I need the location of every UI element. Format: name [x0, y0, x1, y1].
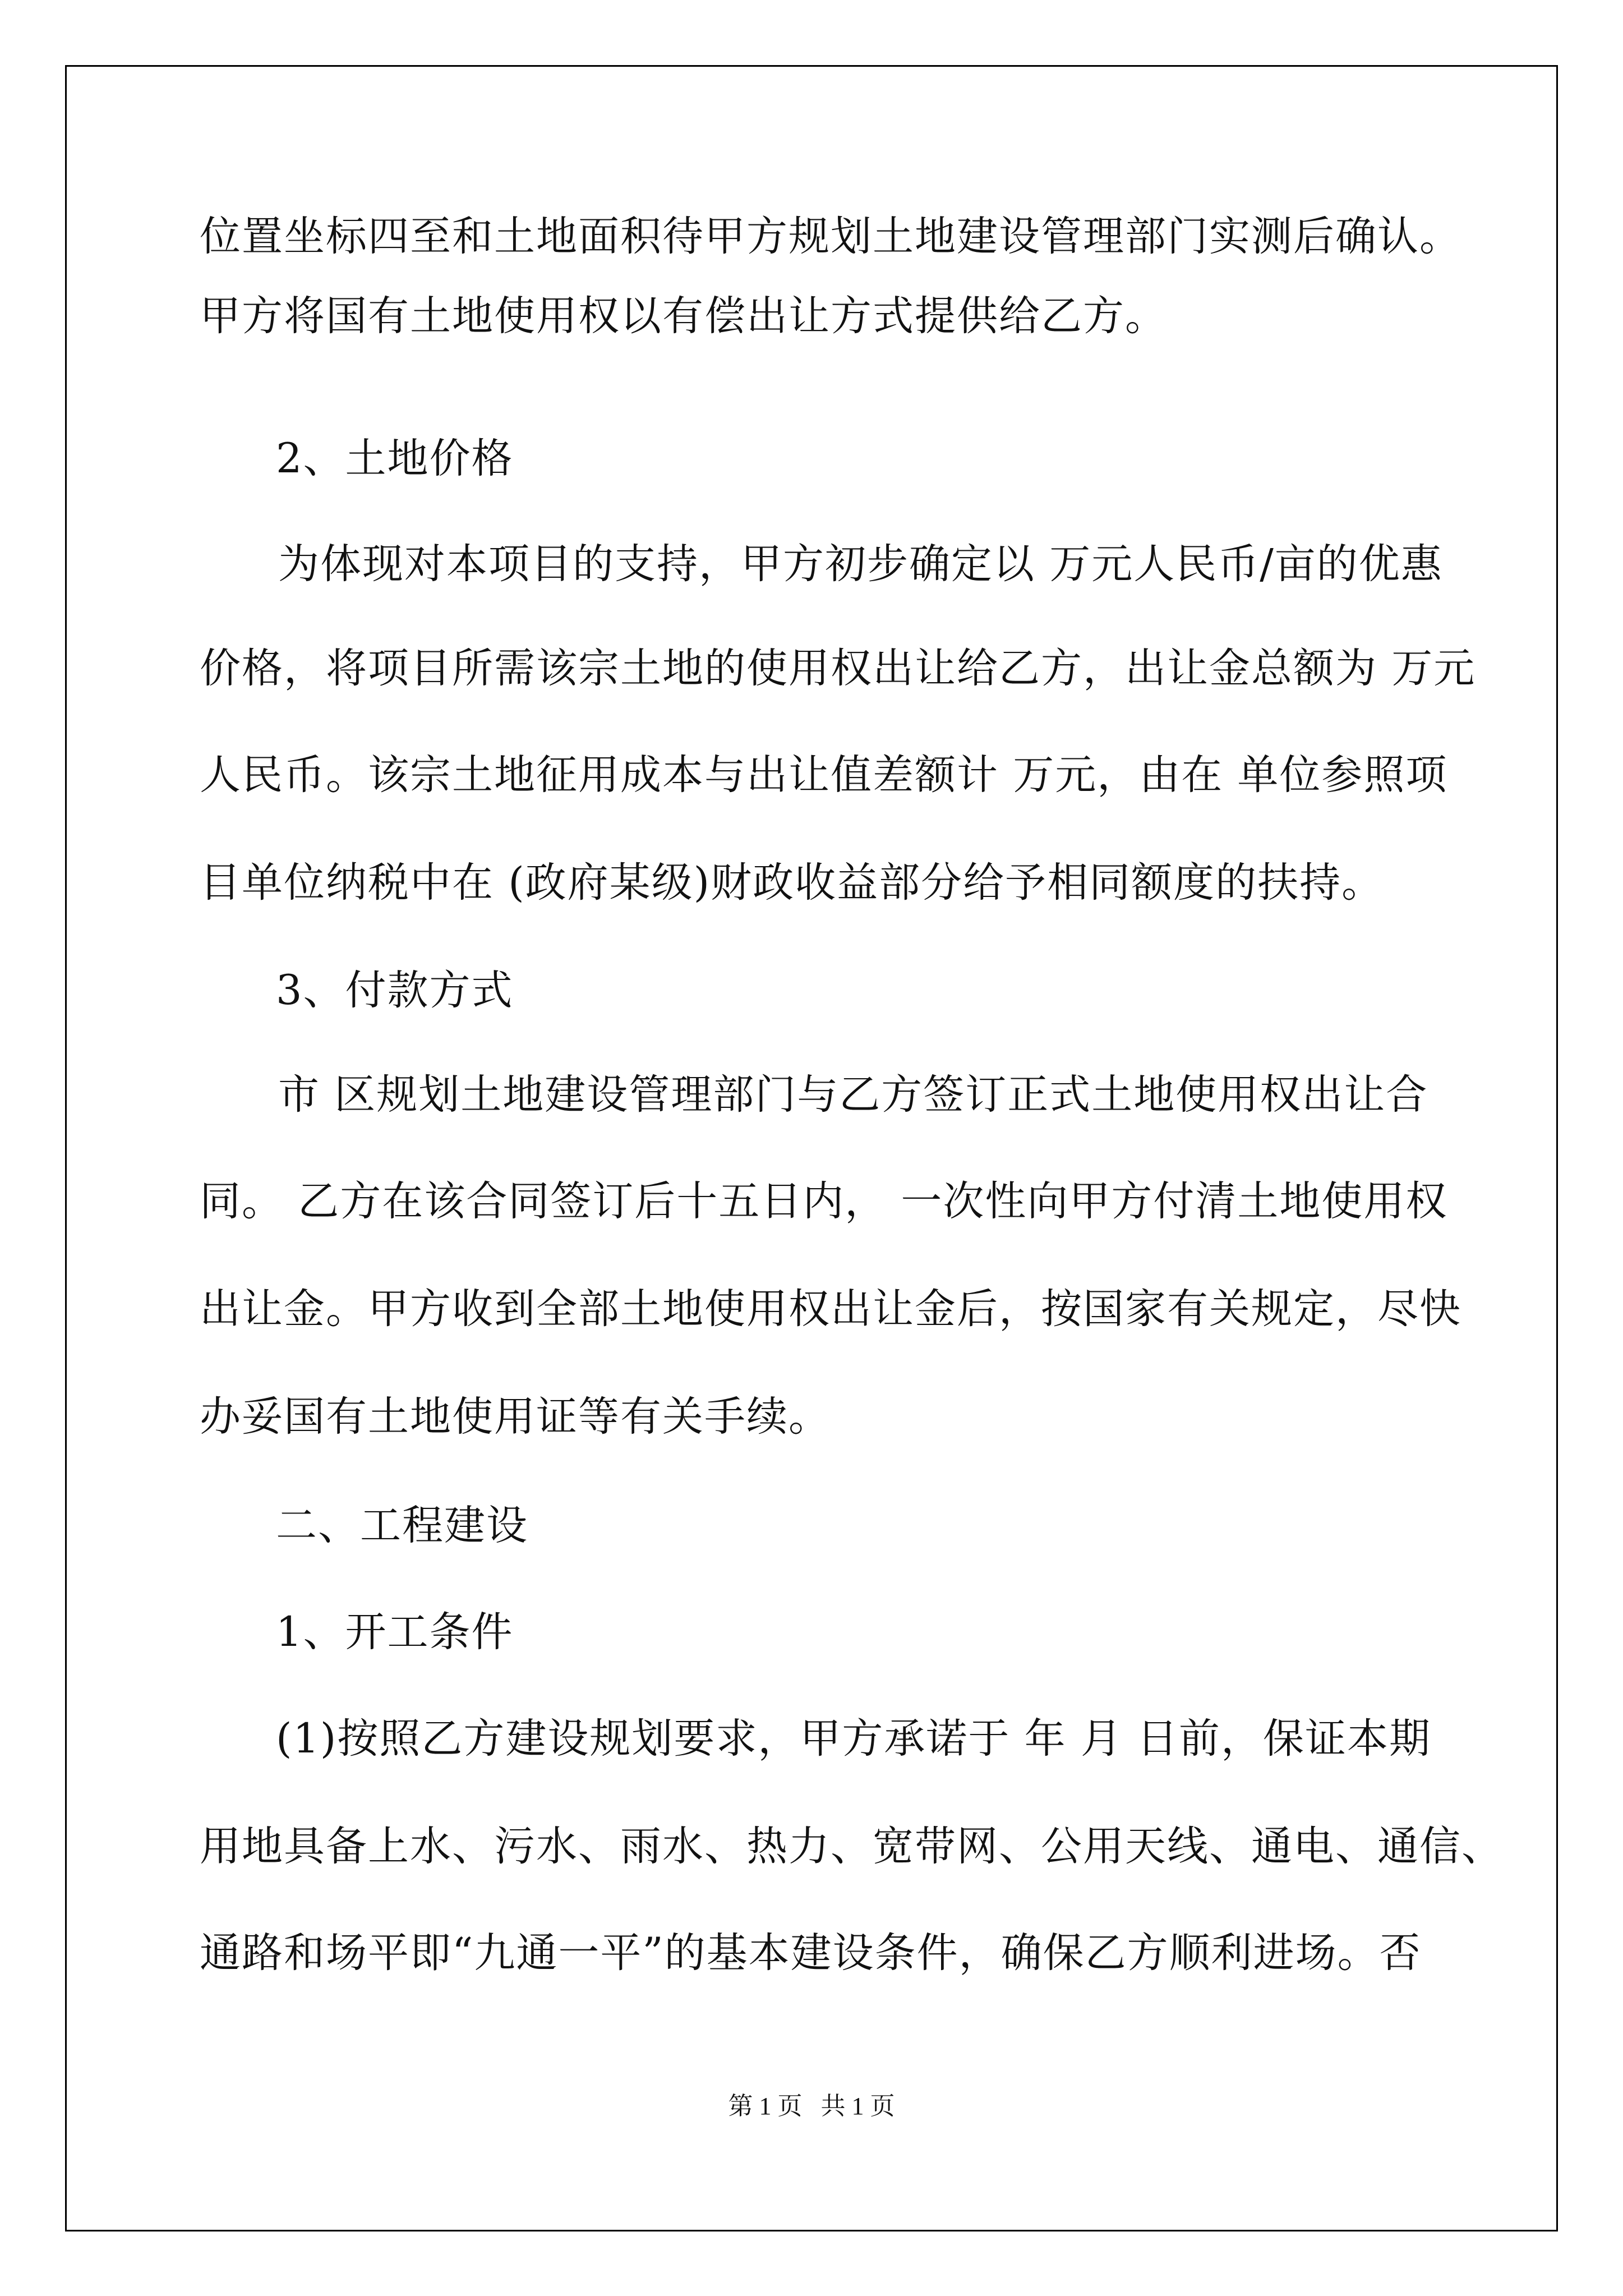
section-heading-start-conditions: 1、开工条件: [276, 1608, 514, 1656]
body-line-12: 办妥国有土地使用证等有关手续。: [200, 1393, 831, 1441]
body-line-2: 甲方将国有土地使用权以有偿出让方式提供给乙方。: [200, 292, 1167, 340]
body-line-7: 目单位纳税中在 (政府某级)财政收益部分给予相同额度的扶持。: [200, 859, 1384, 907]
section-heading-construction: 二、工程建设: [276, 1502, 528, 1549]
body-line-10: 同。 乙方在该合同签订后十五日内， 一次性向甲方付清土地使用权: [200, 1177, 1448, 1225]
body-line-11: 出让金。甲方收到全部土地使用权出让金后，按国家有关规定，尽快: [200, 1285, 1461, 1333]
page-border: [65, 65, 1558, 2231]
body-line-6: 人民币。该宗土地征用成本与出让值差额计 万元，由在 单位参照项: [200, 751, 1448, 799]
body-line-15: (1)按照乙方建设规划要求，甲方承诺于 年 月 日前，保证本期: [276, 1715, 1432, 1763]
section-heading-payment: 3、付款方式: [276, 967, 514, 1014]
page-footer: 第 1 页 共 1 页: [728, 2092, 895, 2120]
body-line-17: 通路和场平即“九通一平”的基本建设条件，确保乙方顺利进场。否: [200, 1929, 1422, 1977]
body-line-4: 为体现对本项目的支持，甲方初步确定以 万元人民币/亩的优惠: [278, 540, 1443, 588]
body-line-1: 位置坐标四至和土地面积待甲方规划土地建设管理部门实测后确认。: [200, 213, 1461, 260]
body-line-5: 价格，将项目所需该宗土地的使用权出让给乙方，出让金总额为 万元: [200, 645, 1476, 692]
body-line-16: 用地具备上水、污水、雨水、热力、宽带网、公用天线、通电、通信、: [200, 1823, 1504, 1870]
section-heading-land-price: 2、土地价格: [276, 435, 514, 482]
body-line-9: 市 区规划土地建设管理部门与乙方签订正式土地使用权出让合: [278, 1071, 1428, 1119]
